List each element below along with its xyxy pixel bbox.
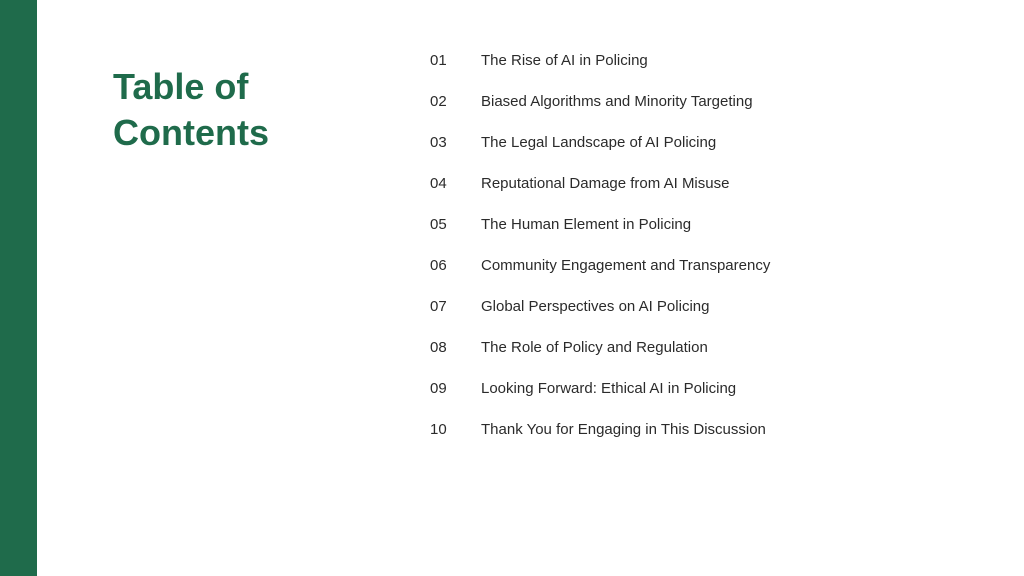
accent-sidebar — [0, 0, 37, 576]
toc-item-06[interactable] — [430, 255, 970, 296]
toc-number: 06 — [430, 257, 447, 274]
toc-number: 03 — [430, 134, 447, 151]
page-title — [113, 64, 353, 156]
toc-number: 10 — [430, 421, 447, 438]
toc-number: 04 — [430, 175, 447, 192]
toc-label: Biased Algorithms and Minority Targeting — [481, 93, 753, 110]
toc-number: 01 — [430, 52, 447, 69]
toc-label: Community Engagement and Transparency — [481, 257, 771, 274]
toc-number: 07 — [430, 298, 447, 315]
toc-list — [430, 50, 970, 460]
toc-label: Reputational Damage from AI Misuse — [481, 175, 730, 192]
toc-item-09[interactable] — [430, 378, 970, 419]
toc-item-07[interactable] — [430, 296, 970, 337]
toc-label: The Legal Landscape of AI Policing — [481, 134, 717, 151]
toc-item-08[interactable] — [430, 337, 970, 378]
toc-item-10[interactable] — [430, 419, 970, 460]
toc-item-03[interactable] — [430, 132, 970, 173]
toc-label: The Role of Policy and Regulation — [481, 339, 708, 356]
toc-item-04[interactable] — [430, 173, 970, 214]
toc-label: The Human Element in Policing — [481, 216, 692, 233]
title-line-2: Contents — [113, 112, 269, 153]
toc-number: 08 — [430, 339, 447, 356]
toc-item-05[interactable] — [430, 214, 970, 255]
toc-item-01[interactable] — [430, 50, 970, 91]
toc-number: 09 — [430, 380, 447, 397]
toc-label: The Rise of AI in Policing — [481, 52, 648, 69]
toc-number: 05 — [430, 216, 447, 233]
title-line-1: Table of — [113, 66, 249, 107]
toc-label: Looking Forward: Ethical AI in Policing — [481, 380, 737, 397]
toc-number: 02 — [430, 93, 447, 110]
toc-label: Thank You for Engaging in This Discussion — [481, 421, 766, 438]
toc-item-02[interactable] — [430, 91, 970, 132]
toc-label: Global Perspectives on AI Policing — [481, 298, 710, 315]
